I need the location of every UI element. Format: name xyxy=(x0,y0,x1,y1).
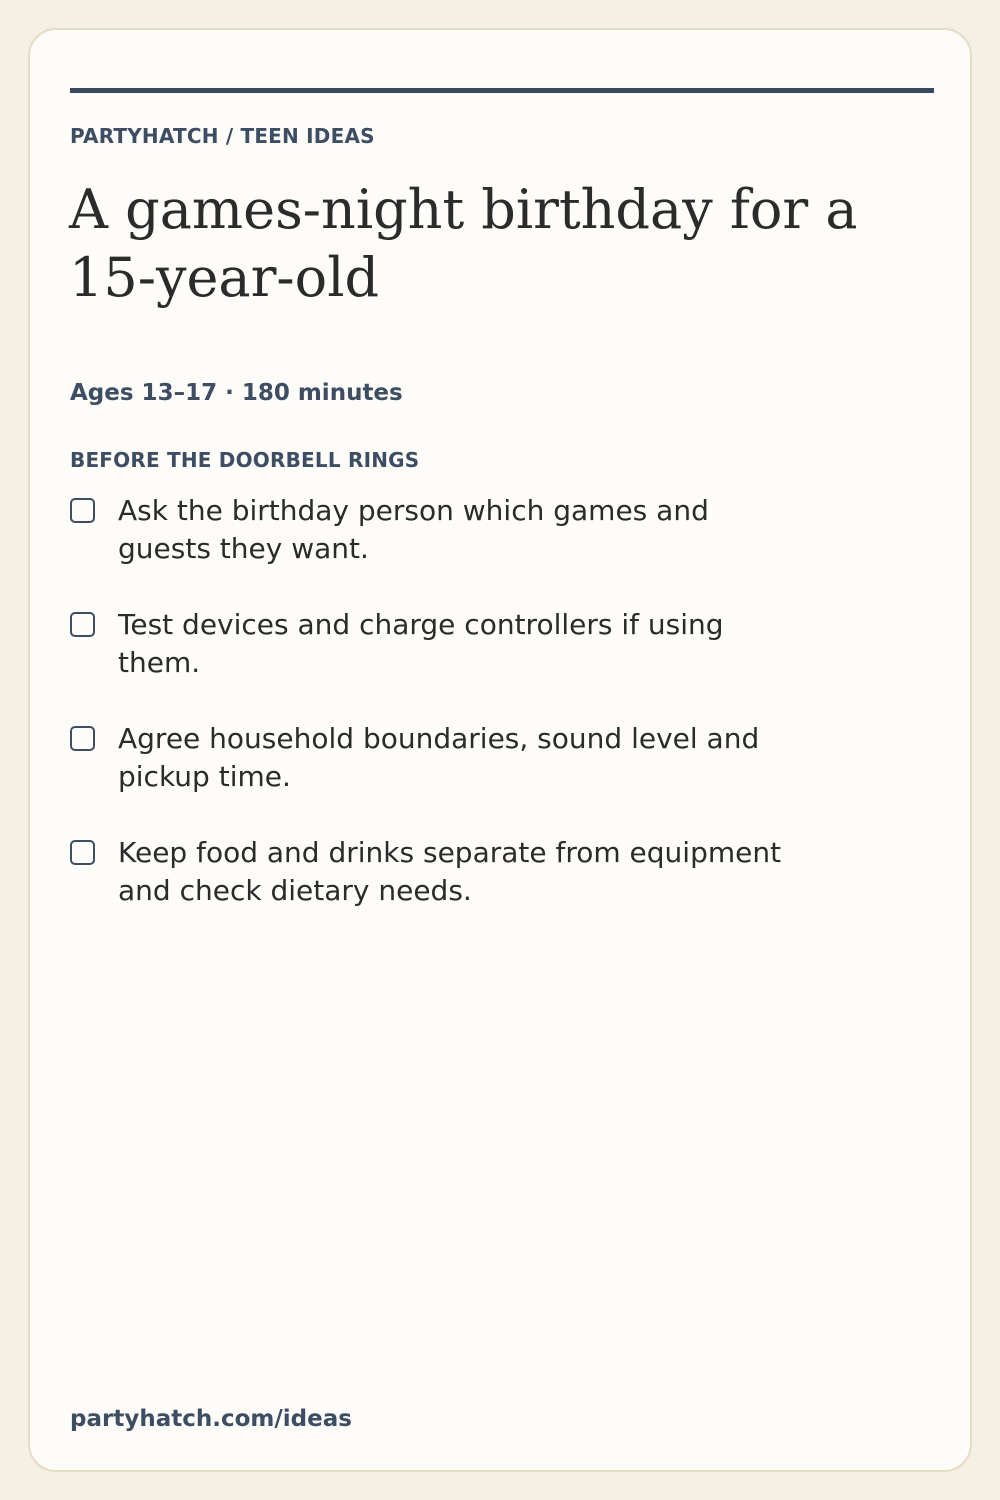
page-title: A games-night birthday for a 15-year-old xyxy=(69,178,858,309)
prep-checklist xyxy=(70,492,830,948)
checklist-item-text: Ask the birthday person which games and guests they want. xyxy=(118,494,709,565)
breadcrumb: PARTYHATCH / TEEN IDEAS xyxy=(70,124,375,148)
checklist-item xyxy=(70,720,830,834)
age-duration-meta: Ages 13–17 · 180 minutes xyxy=(70,380,403,406)
checkbox-icon[interactable] xyxy=(70,840,95,865)
checklist-item xyxy=(70,492,830,606)
checklist-item xyxy=(70,606,830,720)
checklist-item-text: Test devices and charge controllers if using them. xyxy=(118,608,724,679)
checkbox-icon[interactable] xyxy=(70,498,95,523)
checkbox-icon[interactable] xyxy=(70,726,95,751)
section-heading: BEFORE THE DOORBELL RINGS xyxy=(70,448,420,472)
idea-card xyxy=(28,28,972,1472)
checkbox-icon[interactable] xyxy=(70,612,95,637)
checklist-item xyxy=(70,834,830,948)
top-divider xyxy=(70,88,934,93)
checklist-item-text: Keep food and drinks separate from equipment and check dietary needs. xyxy=(118,836,782,907)
checklist-item-text: Agree household boundaries, sound level and pickup time. xyxy=(118,722,760,793)
footer-link[interactable]: partyhatch.com/ideas xyxy=(70,1406,352,1432)
